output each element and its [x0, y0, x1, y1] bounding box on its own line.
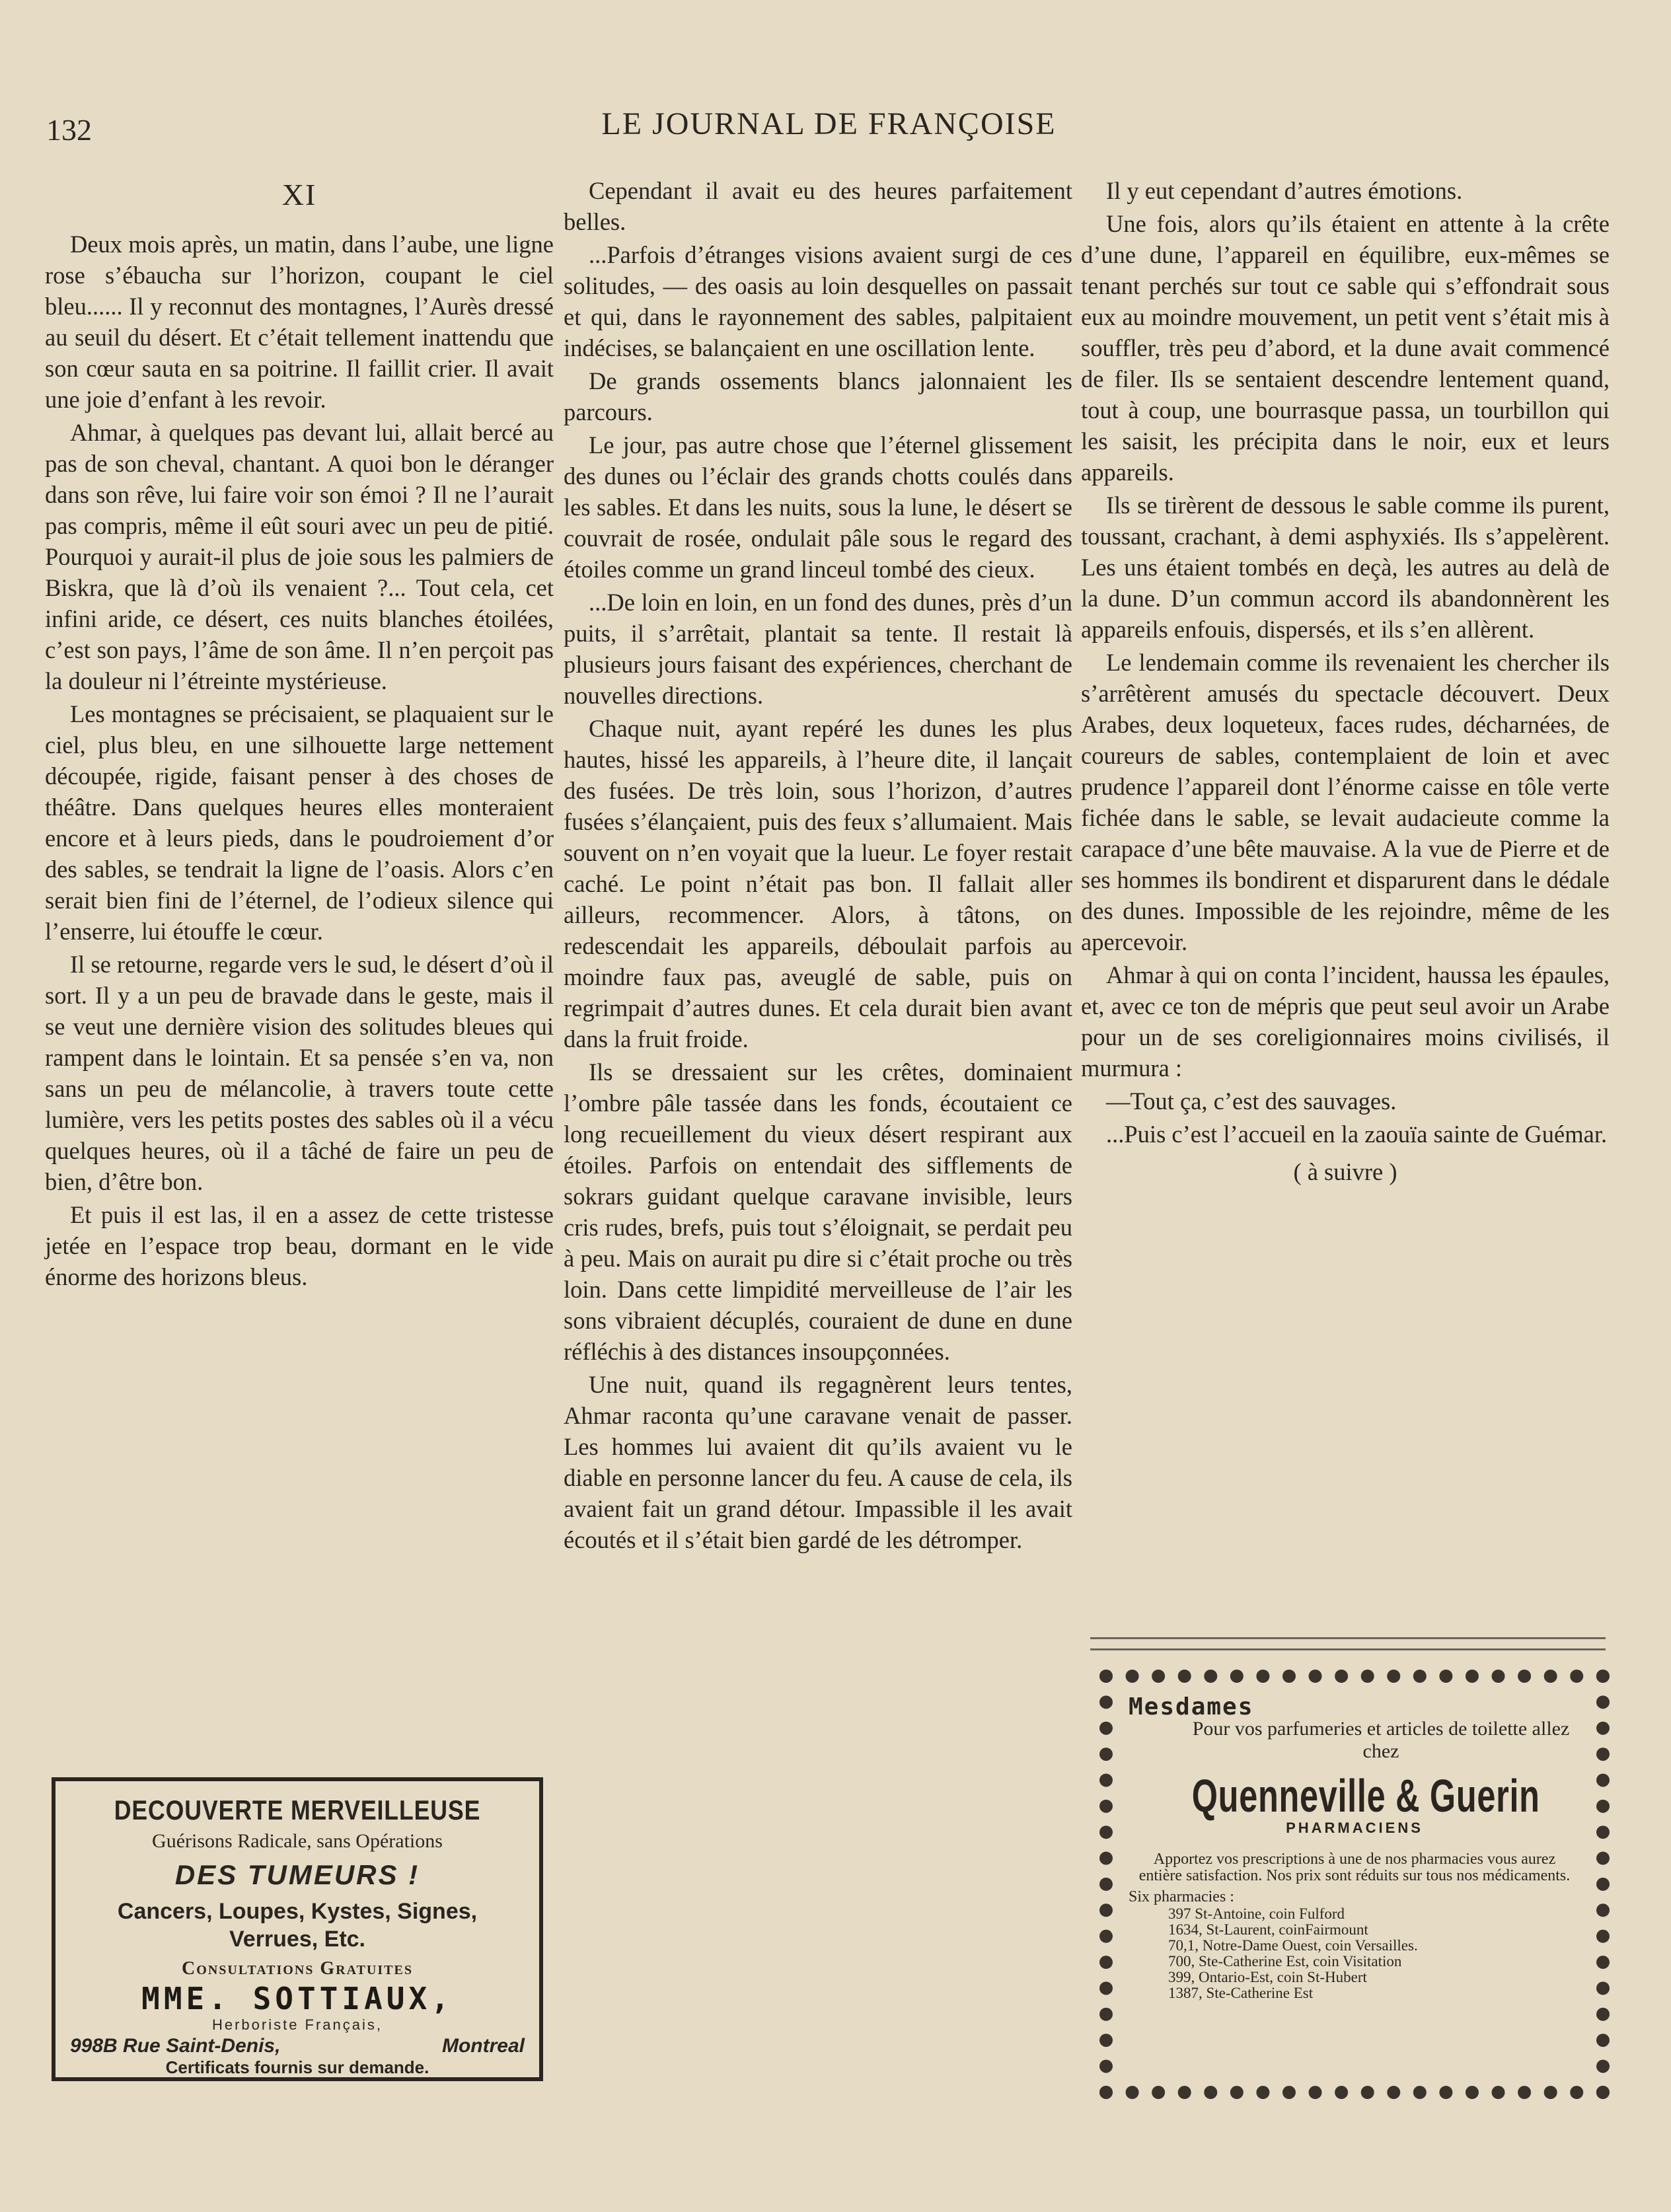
ad-mesdames: Mesdames [1129, 1693, 1254, 1720]
paragraph: Une nuit, quand ils regagnèrent leurs tentes, Ahmar raconta qu’une caravane venait de passer. Les hommes lui avaient dit qu’ils avaient vu le diable en personne lancer du feu. A cause de cela, ils avaient fait un grand détour. Impassible il les avait écoutés et il s’était bien gardé de les détromper. [564, 1371, 1072, 1553]
ad-pharmaciens: PHARMACIENS [1286, 1820, 1423, 1836]
ad-certificats: Certificats fournis sur demande. [165, 2057, 429, 2077]
paragraph: Deux mois après, un matin, dans l’aube, une ligne rose s’ébaucha sur l’horizon, coupant le ciel bleu...... Il y reconnut des montagnes, l’Aurès dressé au seuil du désert. Et c’était tellement inattendu que son cœur sauta en sa poitrine. Il faillit crier. Il avait une joie d’enfant à les revoir. [45, 231, 554, 413]
paragraph: Il se retourne, regarde vers le sud, le désert d’où il sort. Il y a un peu de bravade dans le geste, mais il se veut une dernière vision des solitudes bleues qui rampent dans le lointain. Et sa pensée s’en va, non sans un peu de mélancolie, à travers toute cette lumière, vers les petits postes des sables où il a vécu quelques heures, où il a tâché de faire un peu de bien, d’être bon. [45, 951, 554, 1195]
ad-consultations: Consultations Gratuites [182, 1958, 413, 1979]
ad-headline: DECOUVERTE MERVEILLEUSE [114, 1794, 481, 1825]
ad-location: 700, Ste-Catherine Est, coin Visitation [1168, 1953, 1402, 1970]
paragraph: Ils se tirèrent de dessous le sable comme ils purent, toussant, crachant, à demi asphyxiés. Ils s’appelèrent. Les uns étaient tombés en deçà, les autres au delà de la dune. D’un commun accord ils abandonnèrent les appareils enfouis, dispersés, et ils s’en allèrent. [1081, 492, 1610, 643]
ad-decouverte-merveilleuse [52, 1777, 543, 2081]
paragraph: Ahmar à qui on conta l’incident, haussa les épaules, et, avec ce ton de mépris que peut seul avoir un Arabe pour un de ses coreligionnaires moins civilisés, il murmura : [1081, 961, 1610, 1082]
double-rule-divider [1090, 1637, 1606, 1650]
to-be-continued: ( à suivre ) [1293, 1158, 1397, 1185]
ad-tumeurs: DES TUMEURS ! [174, 1859, 420, 1890]
ad-street: 998B Rue Saint-Denis, [70, 2035, 281, 2057]
paragraph: Une fois, alors qu’ils étaient en attente à la crête d’une dune, l’appareil en équilibre, eux-mêmes se tenant perchés sur tout ce sable qui s’effondrait sous eux au moindre mouvement, un petit vent s’était mis à souffler, très peu d’abord, et la dune avait commencé de filer. Ils se sentaient descendre lentement quand, tout à coup, une bourrasque passa, un tourbillon qui les saisit, les précipita dans le noir, eux et leurs appareils. [1081, 210, 1610, 486]
ad-intro: Pour vos parfumeries et articles de toilette allez chez [1192, 1718, 1570, 1762]
paragraph: Chaque nuit, ayant repéré les dunes les plus hautes, hissé les appareils, à l’heure dite, il lançait des fusées. De très loin, sous l’horizon, d’autres fusées s’élançaient, puis des feux s’allumaient. Mais souvent on n’en voyait que la lueur. Le foyer restait caché. Le point n’était pas bon. Il fallait aller ailleurs, recommencer. Alors, à tâtons, on redescendait les appareils, déboulait parfois au moindre faux pas, aveuglé de sable, puis on regrimpait d’autres dunes. Et cela durait bien avant dans la fruit froide. [564, 715, 1072, 1052]
paragraph: De grands ossements blancs jalonnaient les parcours. [564, 367, 1072, 425]
paragraph: ...Puis c’est l’accueil en la zaouïa sainte de Guémar. [1106, 1121, 1608, 1148]
ad-subhead: Guérisons Radicale, sans Opérations [152, 1830, 443, 1852]
page-number: 132 [46, 113, 92, 147]
ad-address [56, 2035, 539, 2057]
paragraph: Et puis il est las, il en a assez de cette tristesse jetée en l’espace trop beau, dormant en le vide énorme des horizons bleus. [45, 1201, 554, 1290]
ad-herboriste: Herboriste Français, [211, 2016, 383, 2033]
paragraph: ...De loin en loin, en un fond des dunes, près d’un puits, il s’arrêtait, plantait sa tente. Il restait là plusieurs jours faisant des expériences, cherchant de nouvelles directions. [564, 589, 1072, 709]
paragraph: Cependant il avait eu des heures parfaitement belles. [564, 177, 1072, 235]
paragraph: ...Parfois d’étranges visions avaient surgi de ces solitudes, — des oasis au loin desquelles on passait et qui, dans le rayonnement des sables, palpitaient indécises, se balançaient en une oscillation lente. [564, 241, 1072, 361]
ad-practitioner-name: MME. SOTTIAUX, [141, 1981, 453, 2016]
paragraph: Les montagnes se précisaient, se plaquaient sur le ciel, plus bleu, en une silhouette large nettement découpée, rigide, faisant penser à des choses de théâtre. Dans quelques heures elles monteraient encore et à leurs pieds, dans le poudroiement d’or des sables, se tendrait la ligne de l’oasis. Alors c’en serait bien fini de l’éternel, de l’odieux silence qui l’enserre, lui étouffe le cœur. [45, 700, 554, 945]
ad-location: 397 St-Antoine, coin Fulford [1168, 1905, 1345, 1922]
ad-location: 1634, St-Laurent, coinFairmount [1168, 1921, 1368, 1938]
paragraph: Il y eut cependant d’autres émotions. [1106, 177, 1463, 204]
ad-quenneville-guerin [1099, 1670, 1610, 2099]
running-head [40, 106, 1618, 145]
paragraph: —Tout ça, c’est des sauvages. [1106, 1088, 1397, 1115]
paragraph: Ahmar, à quelques pas devant lui, allait bercé au pas de son cheval, chantant. A quoi bon le déranger dans son rêve, lui faire voir son émoi ? Il ne l’aurait pas compris, même il eût souri avec un peu de pitié. Pourquoi y aurait-il plus de joie sous les palmiers de Biskra, que là d’où ils venaient ?... Tout cela, cet infini aride, ce désert, ces nuits blanches étoilées, c’est son pays, l’âme de son âme. Il n’en perçoit pas la douleur ni l’étreinte mystérieuse. [45, 419, 554, 694]
article-column-2 [564, 175, 1072, 1557]
ad-body-text: Apportez vos prescriptions à une de nos pharmacies vous aurez entière satisfaction. Nos prix sont réduits sur tous nos médicaments. [1138, 1851, 1571, 1884]
ad-location: 399, Ontario-Est, coin St-Hubert [1168, 1969, 1367, 1985]
paragraph: Ils se dressaient sur les crêtes, dominaient l’ombre pâle tassée dans les fonds, écoutaient ce long recueillement du vieux désert respirant aux étoiles. Parfois on entendait des sifflements de sokrars guidant quelque caravane invisible, leurs cris rudes, brefs, puis tout s’éloignait, se perdait peu à peu. Mais on aurait pu dire si c’était proche ou très loin. Dans cette limpidité merveilleuse de l’air les sons vibraient décuplés, couraient de dune en dune réfléchis à des distances insoupçonnées. [564, 1058, 1072, 1365]
journal-title: LE JOURNAL DE FRANÇOISE [601, 106, 1057, 141]
ad-city: Montreal [441, 2035, 525, 2057]
article-column-3 [1081, 175, 1610, 1189]
ad-location: 70,1, Notre-Dame Ouest, coin Versailles. [1168, 1937, 1418, 1954]
article-column-1 [45, 175, 554, 1294]
ad-pharmacy-name: Quenneville & Guerin [1191, 1770, 1540, 1822]
paragraph: Le jour, pas autre chose que l’éternel glissement des dunes ou l’éclair des grands chotts coulés dans les sables. Et dans les nuits, sous la lune, le désert se couvrait de rosée, ondulait pâle sous le regard des étoiles comme un grand linceul tombé des cieux. [564, 431, 1072, 583]
paragraph: Le lendemain comme ils revenaient les chercher ils s’arrêtèrent amusés du spectacle découvert. Deux Arabes, deux loqueteux, faces rudes, décharnées, de coureurs de sables, contemplaient de loin et avec prudence l’appareil dont l’énorme caisse en tôle verte fichée dans le sable, se levait audacieute comme la carapace d’une bête mauvaise. A la vue de Pierre et de ses hommes ils bondirent et disparurent dans le dédale des dunes. Impossible de les rejoindre, même de les apercevoir. [1081, 649, 1610, 955]
ad-six-pharmacies: Six pharmacies : [1129, 1888, 1234, 1905]
chapter-heading: XI [281, 178, 317, 211]
ad-location: 1387, Ste-Catherine Est [1168, 1985, 1314, 2001]
ad-conditions-list: Cancers, Loupes, Kystes, Signes, Verrues, Etc. [117, 1899, 478, 1952]
